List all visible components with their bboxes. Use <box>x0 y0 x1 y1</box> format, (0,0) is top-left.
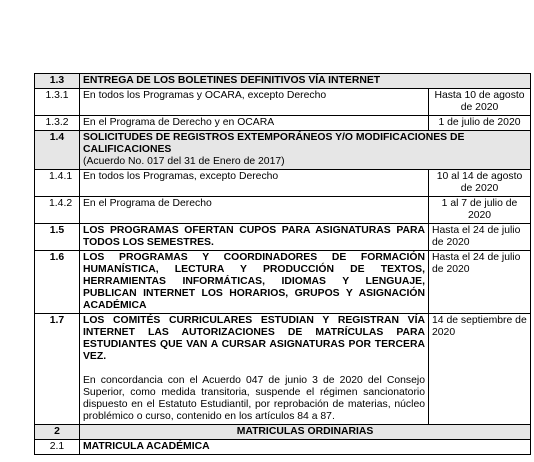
row-date: 1 de julio de 2020 <box>429 116 531 131</box>
row-number: 1.4.1 <box>35 170 80 197</box>
table-row <box>35 224 531 251</box>
calendar-table <box>34 73 531 455</box>
row-number: 1.3.2 <box>35 116 80 131</box>
table-row <box>35 116 531 131</box>
row-description: MATRICULAS ORDINARIAS <box>80 425 531 440</box>
table-row <box>35 425 531 440</box>
row-date: 10 al 14 de agosto de 2020 <box>429 170 531 197</box>
row-number: 1.7 <box>35 314 80 425</box>
row-date: 1 al 7 de julio de 2020 <box>429 197 531 224</box>
row-description: LOS COMITÉS CURRICULARES ESTUDIAN Y REGISTRAN VÍA INTERNET LAS AUTORIZACIONES DE MATRÍCULAS PARA ESTUDIANTES QUE VAN A CURSAR ASIGNATURAS POR TERCERA VEZ. <box>83 315 425 362</box>
row-description: MATRICULA ACADÉMICA <box>80 440 531 455</box>
row-description: En el Programa de Derecho <box>80 197 429 224</box>
row-paragraph: En concordancia con el Acuerdo 047 de junio 3 de 2020 del Consejo Superior, como medida transitoria, suspende el régimen sancionatorio dispuesto en el Estatuto Estudiantil, por reprobación de materias, núcleo problémico o curso, contenido en los artículos 84 a 87. <box>83 375 425 422</box>
row-number: 1.3 <box>35 74 80 89</box>
row-description-cell <box>80 131 531 170</box>
table-row <box>35 251 531 314</box>
row-date: 14 de septiembre de 2020 <box>429 314 531 425</box>
row-date: Hasta el 24 de julio de 2020 <box>429 251 531 314</box>
table-row <box>35 170 531 197</box>
row-number: 1.5 <box>35 224 80 251</box>
row-number: 2 <box>35 425 80 440</box>
row-date: Hasta 10 de agosto de 2020 <box>429 89 531 116</box>
table-row <box>35 197 531 224</box>
row-description: LOS PROGRAMAS OFERTAN CUPOS PARA ASIGNATURAS PARA TODOS LOS SEMESTRES. <box>80 224 429 251</box>
row-description: ENTREGA DE LOS BOLETINES DEFINITIVOS VÍA INTERNET <box>80 74 531 89</box>
row-number: 1.3.1 <box>35 89 80 116</box>
row-number: 1.4.2 <box>35 197 80 224</box>
row-description: En todos los Programas y OCARA, excepto Derecho <box>80 89 429 116</box>
table-row <box>35 74 531 89</box>
table-row <box>35 440 531 455</box>
row-description: LOS PROGRAMAS Y COORDINADORES DE FORMACIÓN HUMANÍSTICA, LECTURA Y PRODUCCIÓN DE TEXTOS, HERRAMIENTAS INFORMÁTICAS, IDIOMAS Y LENGUAJE, PUBLICAN INTERNET LOS HORARIOS, GRUPOS Y ASIGNACIÓN ACADÉMICA <box>80 251 429 314</box>
row-number: 2.1 <box>35 440 80 455</box>
row-description: En el Programa de Derecho y en OCARA <box>80 116 429 131</box>
row-description: SOLICITUDES DE REGISTROS EXTEMPORÁNEOS Y/O MODIFICACIONES DE CALIFICACIONES <box>83 132 465 155</box>
row-number: 1.4 <box>35 131 80 170</box>
row-description: En todos los Programas, excepto Derecho <box>80 170 429 197</box>
table-row <box>35 131 531 170</box>
row-date: Hasta el 24 de julio de 2020 <box>429 224 531 251</box>
table-row <box>35 89 531 116</box>
table-row <box>35 314 531 425</box>
row-number: 1.6 <box>35 251 80 314</box>
row-note: (Acuerdo No. 017 del 31 de Enero de 2017) <box>83 156 285 167</box>
row-description-cell <box>80 314 429 425</box>
